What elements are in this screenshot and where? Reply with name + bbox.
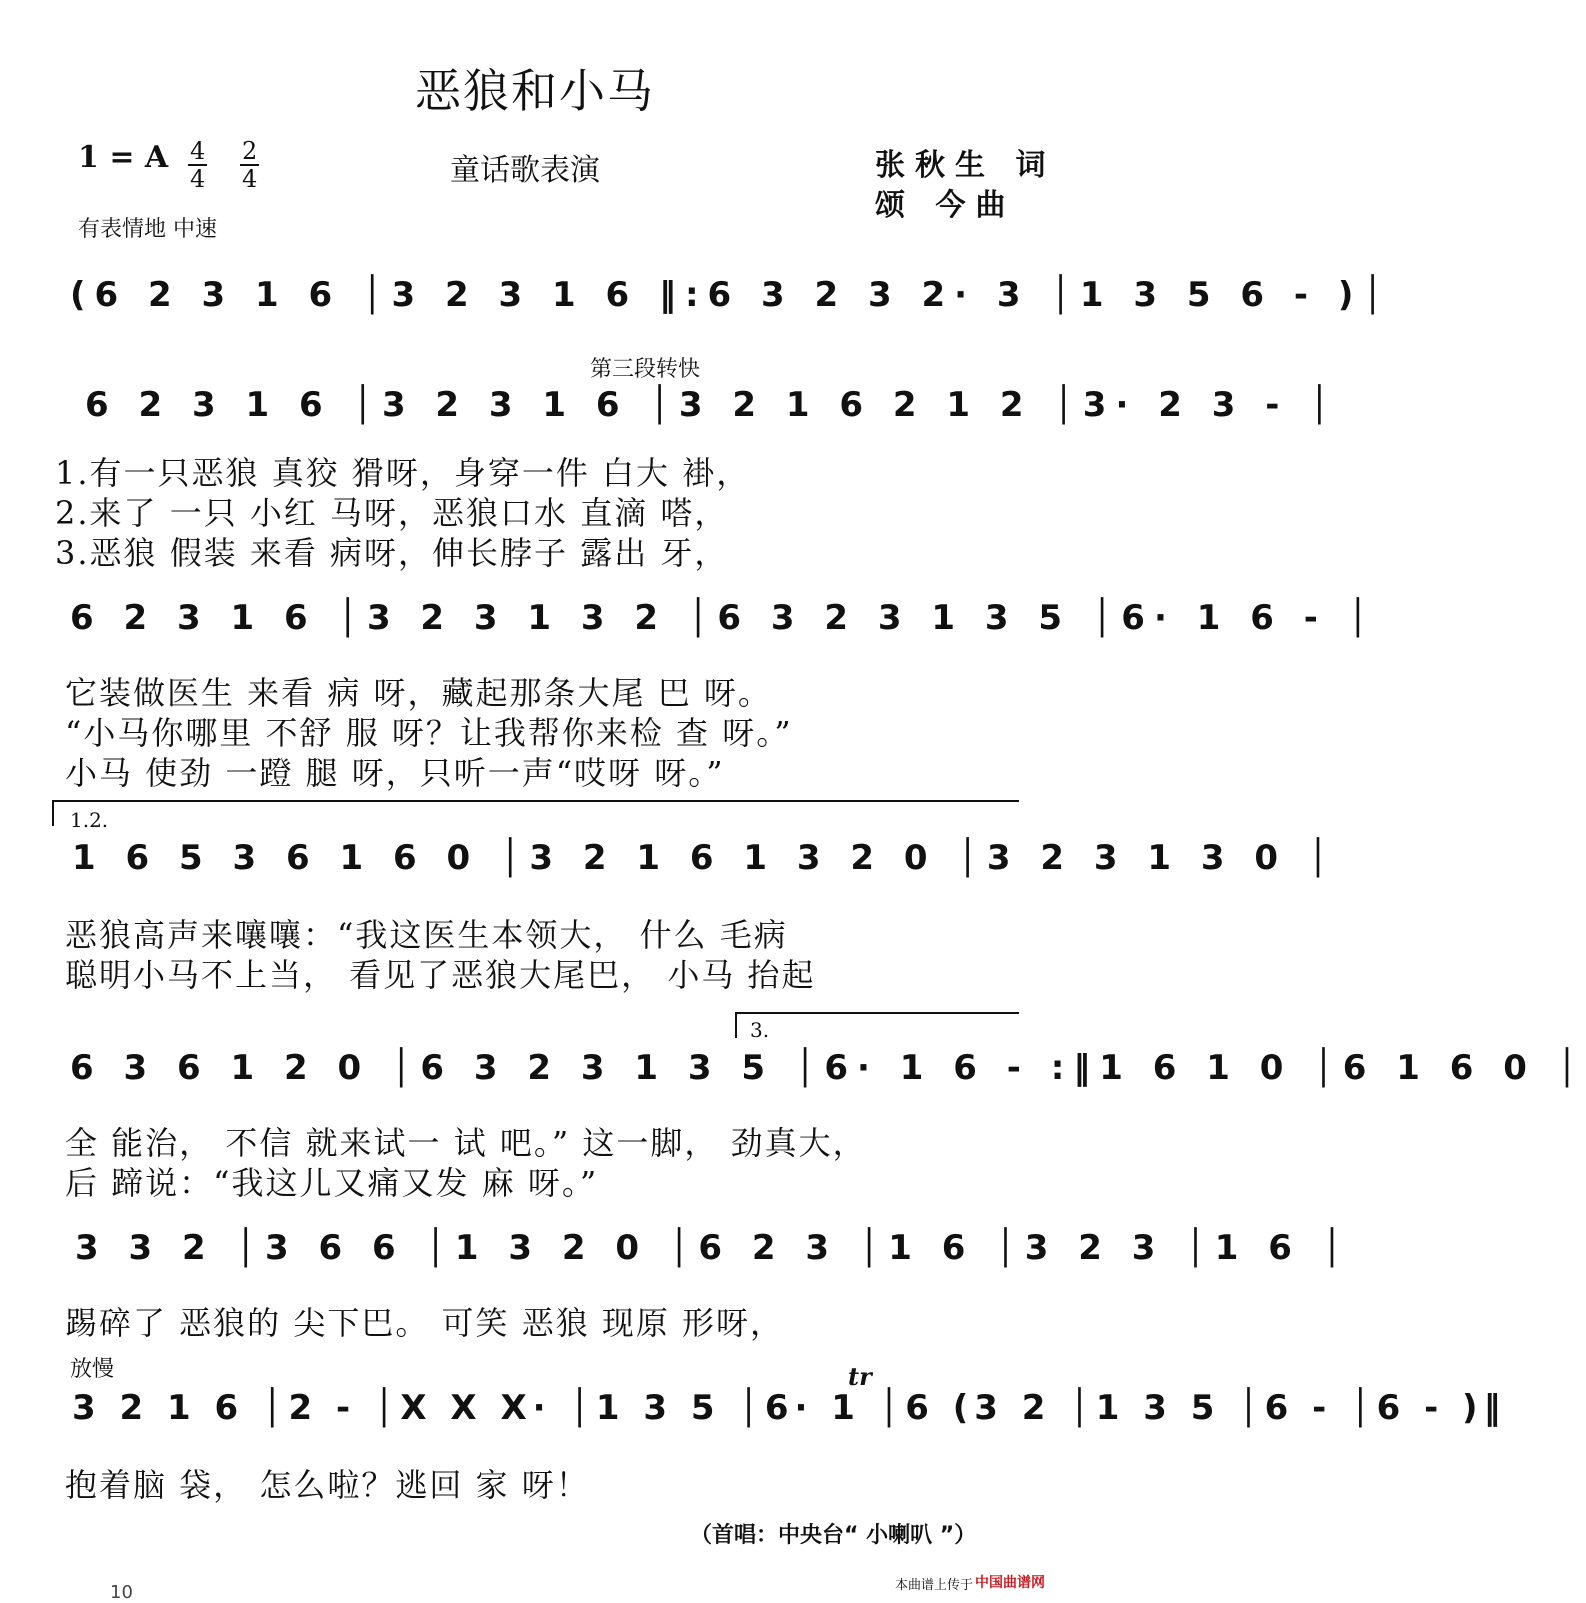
notation-system-5: 6 3 6 1 2 0 │6 3 2 3 1 3 5 │6· 1 6 - :‖1 6 1 0 │6 1 6 0 │ [70, 1048, 1586, 1088]
lyric-line-1: 踢碎了 恶狼的 尖下巴。 可笑 恶狼 现原 形呀， [65, 1304, 785, 1342]
notation-system-6: 3 3 2 │3 6 6 │1 3 2 0 │6 2 3 │1 6 │3 2 3 │1 6 │ [75, 1228, 1352, 1268]
premiere-credit: （首唱：中央台“ 小喇叭 ”） [690, 1523, 977, 1548]
lyric-line-1: 1.有一只恶狼 真狡 猾呀，身穿一件 白大 褂， [55, 454, 751, 492]
composer-credit: 颂 今曲 [875, 188, 1016, 223]
time-sig-top: 4 [190, 137, 206, 165]
time-sig-bottom: 4 [242, 165, 258, 193]
time-sig-bottom: 4 [190, 165, 206, 193]
time-signature-2-4 [240, 138, 259, 192]
volta-bracket-3 [735, 1012, 1019, 1038]
time-sig-top: 2 [242, 137, 258, 165]
key-signature: 1 = A [78, 140, 169, 175]
volta-label-1-2: 1.2. [70, 808, 109, 832]
volta-bracket-1-2 [52, 800, 1019, 826]
lyric-line-2: 聪明小马不上当， 看见了恶狼大尾巴， 小马 抬起 [65, 956, 816, 994]
tempo-marking: 有表情地 中速 [78, 217, 217, 242]
lyric-line-2: 后 蹄说：“我这儿又痛又发 麻 呀。” [65, 1164, 599, 1202]
slow-marking: 放慢 [70, 1357, 115, 1382]
lyric-line-1: 全 能治， 不信 就来试一 试 吧。” 这一脚， 劲真大， [65, 1124, 867, 1162]
volta-label-3: 3. [750, 1018, 770, 1042]
genre-label: 童话歌表演 [450, 153, 600, 188]
notation-system-7: 3 2 1 6 │2 - │X X X· │1 3 5 │6· 1 │6 (3 2 │1 3 5 │6 - │6 - )‖ [72, 1388, 1507, 1428]
lyricist-credit: 张秋生 词 [875, 148, 1056, 183]
song-title: 恶狼和小马 [415, 64, 655, 118]
trill-marking: tr [848, 1362, 872, 1391]
page-number: 10 [110, 1582, 133, 1603]
lyric-line-3: 小马 使劲 一蹬 腿 呀，只听一声“哎呀 呀。” [65, 754, 725, 792]
notation-system-3: 6 2 3 1 6 │3 2 3 1 3 2 │6 3 2 3 1 3 5 │6· 1 6 - │ [70, 598, 1378, 638]
lyric-line-1: 恶狼高声来嚷嚷：“我这医生本领大， 什么 毛病 [65, 916, 788, 954]
lyric-line-1: 抱着脑 袋， 怎么啦？逃回 家 呀！ [65, 1466, 590, 1504]
tempo-change-marking: 第三段转快 [590, 357, 701, 382]
time-signature-4-4 [188, 138, 207, 192]
upload-note: 本曲谱上传于 [895, 1578, 974, 1593]
lyric-line-2: 2.来了 一只 小红 马呀，恶狼口水 直滴 嗒， [55, 494, 729, 532]
notation-system-2: 6 2 3 1 6 │3 2 3 1 6 │3 2 1 6 2 1 2 │3· 2 3 - │ [85, 385, 1339, 425]
notation-system-1: (6 2 3 1 6 │3 2 3 1 6 ‖:6 3 2 3 2· 3 │1 3 5 6 - )│ [70, 275, 1392, 315]
lyric-line-1: 它装做医生 来看 病 呀，藏起那条大尾 巴 呀。 [65, 674, 772, 712]
site-logo: 中国曲谱网 [975, 1575, 1045, 1591]
notation-system-4: 1 6 5 3 6 1 6 0 │3 2 1 6 1 3 2 0 │3 2 3 1 3 0 │ [72, 838, 1338, 878]
lyric-line-3: 3.恶狼 假装 来看 病呀，伸长脖子 露出 牙， [55, 534, 729, 572]
lyric-line-2: “小马你哪里 不舒 服 呀？让我帮你来检 查 呀。” [65, 714, 793, 752]
